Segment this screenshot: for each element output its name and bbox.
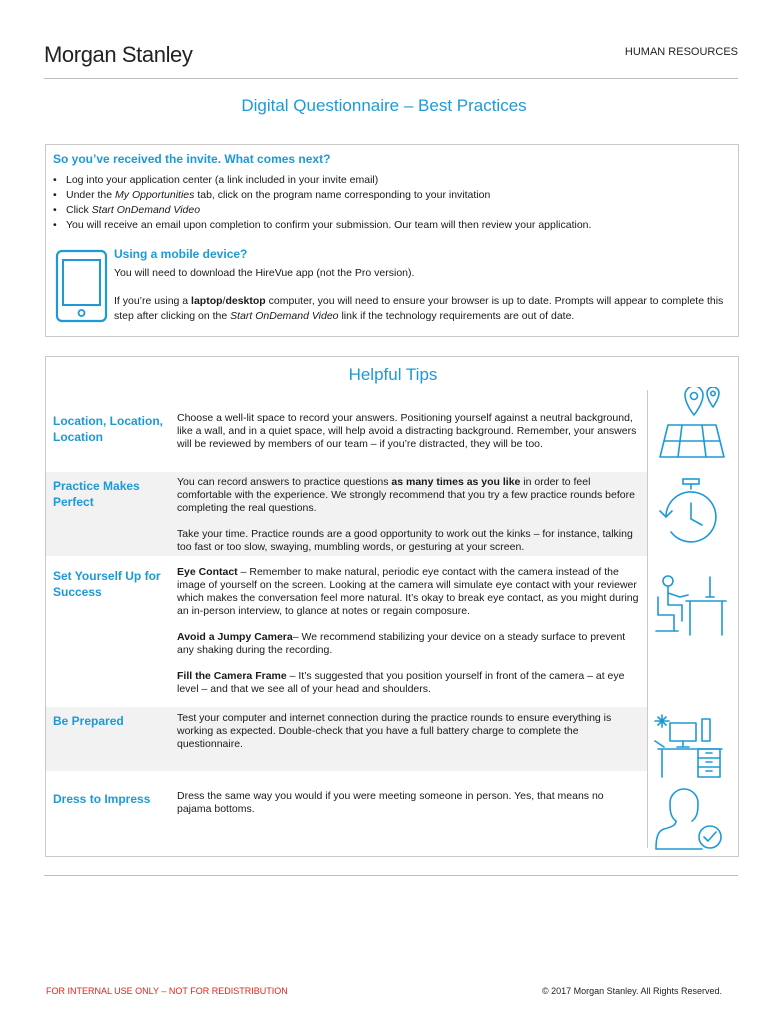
helpful-tips-section bbox=[45, 356, 739, 857]
tip-label: Set Yourself Up for Success bbox=[53, 569, 161, 599]
tip-paragraph: Eye Contact – Remember to make natural, periodic eye contact with the camera instead of the image of yourself on the screen. Looking at the camera will simulate eye contact with your reviewer which makes the conversation feel more natural. It’s okay to break eye contact, as you might during an in-person interview, to glance at notes or regain composure. bbox=[177, 566, 639, 617]
mobile-text: You will need to download the HireVue app (not the Pro version). bbox=[114, 267, 415, 279]
step-emphasis: Start OnDemand Video bbox=[91, 204, 201, 216]
mobile-heading: Using a mobile device? bbox=[114, 247, 248, 261]
tip-paragraph: Take your time. Practice rounds are a good opportunity to work out the kinks – for instance, talking too fast or too slow, swaying, mumbling words, or gesturing at your screen. bbox=[177, 528, 633, 553]
tip-paragraph: You can record answers to practice questions as many times as you like in order to feel comfortable with the experience. We strongly recommend that you try a few practice rounds before completing the real questions. bbox=[177, 476, 635, 514]
desktop-text: If you’re using a laptop/desktop computer, you will need to ensure your browser is up to date. Prompts will appear to complete this step after clicking on the Start OnDemand Video link if the technology requirements are out of date. bbox=[114, 295, 724, 322]
tip-row-location bbox=[46, 409, 647, 469]
tip-body bbox=[177, 476, 639, 554]
person-check-icon bbox=[652, 787, 730, 853]
tip-label: Be Prepared bbox=[53, 714, 124, 728]
list-item bbox=[53, 218, 591, 233]
step-text: Log into your application center (a link included in your invite email) bbox=[66, 174, 379, 186]
tip-paragraph: Test your computer and internet connection during the practice rounds to ensure everything is working as expected. Double-check that you have a full battery charge to complete the questionnaire. bbox=[177, 712, 612, 750]
tip-body bbox=[177, 790, 639, 816]
tip-row-dress bbox=[46, 787, 647, 827]
tip-paragraph: Choose a well-lit space to record your answers. Positioning yourself against a neutral background, like a wall, and in a quiet space, will help avoid a distracting background. Remember, your answers will be reviewed by members of our team – if you’re distracted, they will be too. bbox=[177, 412, 637, 450]
tip-paragraph: Avoid a Jumpy Camera– We recommend stabilizing your device on a steady surface to prevent any shaking during the recording. bbox=[177, 631, 626, 656]
tip-label: Location, Location, Location bbox=[53, 414, 163, 444]
copyright-notice: © 2017 Morgan Stanley. All Rights Reserved. bbox=[541, 986, 722, 996]
step-text: Under the bbox=[66, 189, 116, 201]
mobile-phone-icon bbox=[54, 248, 109, 324]
person-at-desk-icon bbox=[652, 571, 730, 641]
footer-divider bbox=[44, 875, 738, 876]
step-text: Click bbox=[66, 204, 92, 216]
tip-paragraph: Dress the same way you would if you were meeting someone in person. Yes, that means no pajama bottoms. bbox=[177, 790, 604, 815]
company-logo: Morgan Stanley bbox=[44, 42, 193, 67]
page-title: Digital Questionnaire – Best Practices bbox=[241, 96, 527, 115]
invite-section bbox=[45, 144, 739, 337]
step-text: You will receive an email upon completion to confirm your submission. Our team will then review your application. bbox=[66, 219, 592, 231]
list-item bbox=[53, 203, 591, 218]
header-divider bbox=[44, 78, 738, 79]
tip-label: Practice Makes Perfect bbox=[53, 479, 140, 509]
department-label: HUMAN RESOURCES bbox=[624, 46, 738, 58]
tip-body bbox=[177, 566, 639, 696]
tip-paragraph: Fill the Camera Frame – It’s suggested that you position yourself in front of the camera – at eye level – and that we see all of your head and shoulders. bbox=[177, 670, 625, 695]
map-pin-icon bbox=[652, 387, 730, 463]
list-item bbox=[53, 173, 591, 188]
tip-label: Dress to Impress bbox=[53, 792, 151, 806]
stopwatch-icon bbox=[652, 475, 730, 553]
tips-title: Helpful Tips bbox=[348, 365, 438, 384]
invite-heading: So you’ve received the invite. What comes next? bbox=[53, 152, 331, 166]
tip-row-success bbox=[46, 560, 647, 700]
distribution-notice: FOR INTERNAL USE ONLY – NOT FOR REDISTRIBUTION bbox=[46, 986, 288, 996]
computer-desk-icon bbox=[652, 713, 730, 783]
step-emphasis: My Opportunities bbox=[115, 189, 195, 201]
tip-row-practice bbox=[46, 472, 647, 556]
list-item bbox=[53, 188, 591, 203]
tip-body bbox=[177, 412, 639, 451]
tip-body bbox=[177, 712, 639, 751]
invite-steps-list bbox=[53, 173, 591, 233]
icon-column-divider bbox=[647, 390, 648, 848]
tip-row-prepared bbox=[46, 707, 647, 771]
step-text: tab, click on the program name corresponding to your invitation bbox=[194, 189, 491, 201]
